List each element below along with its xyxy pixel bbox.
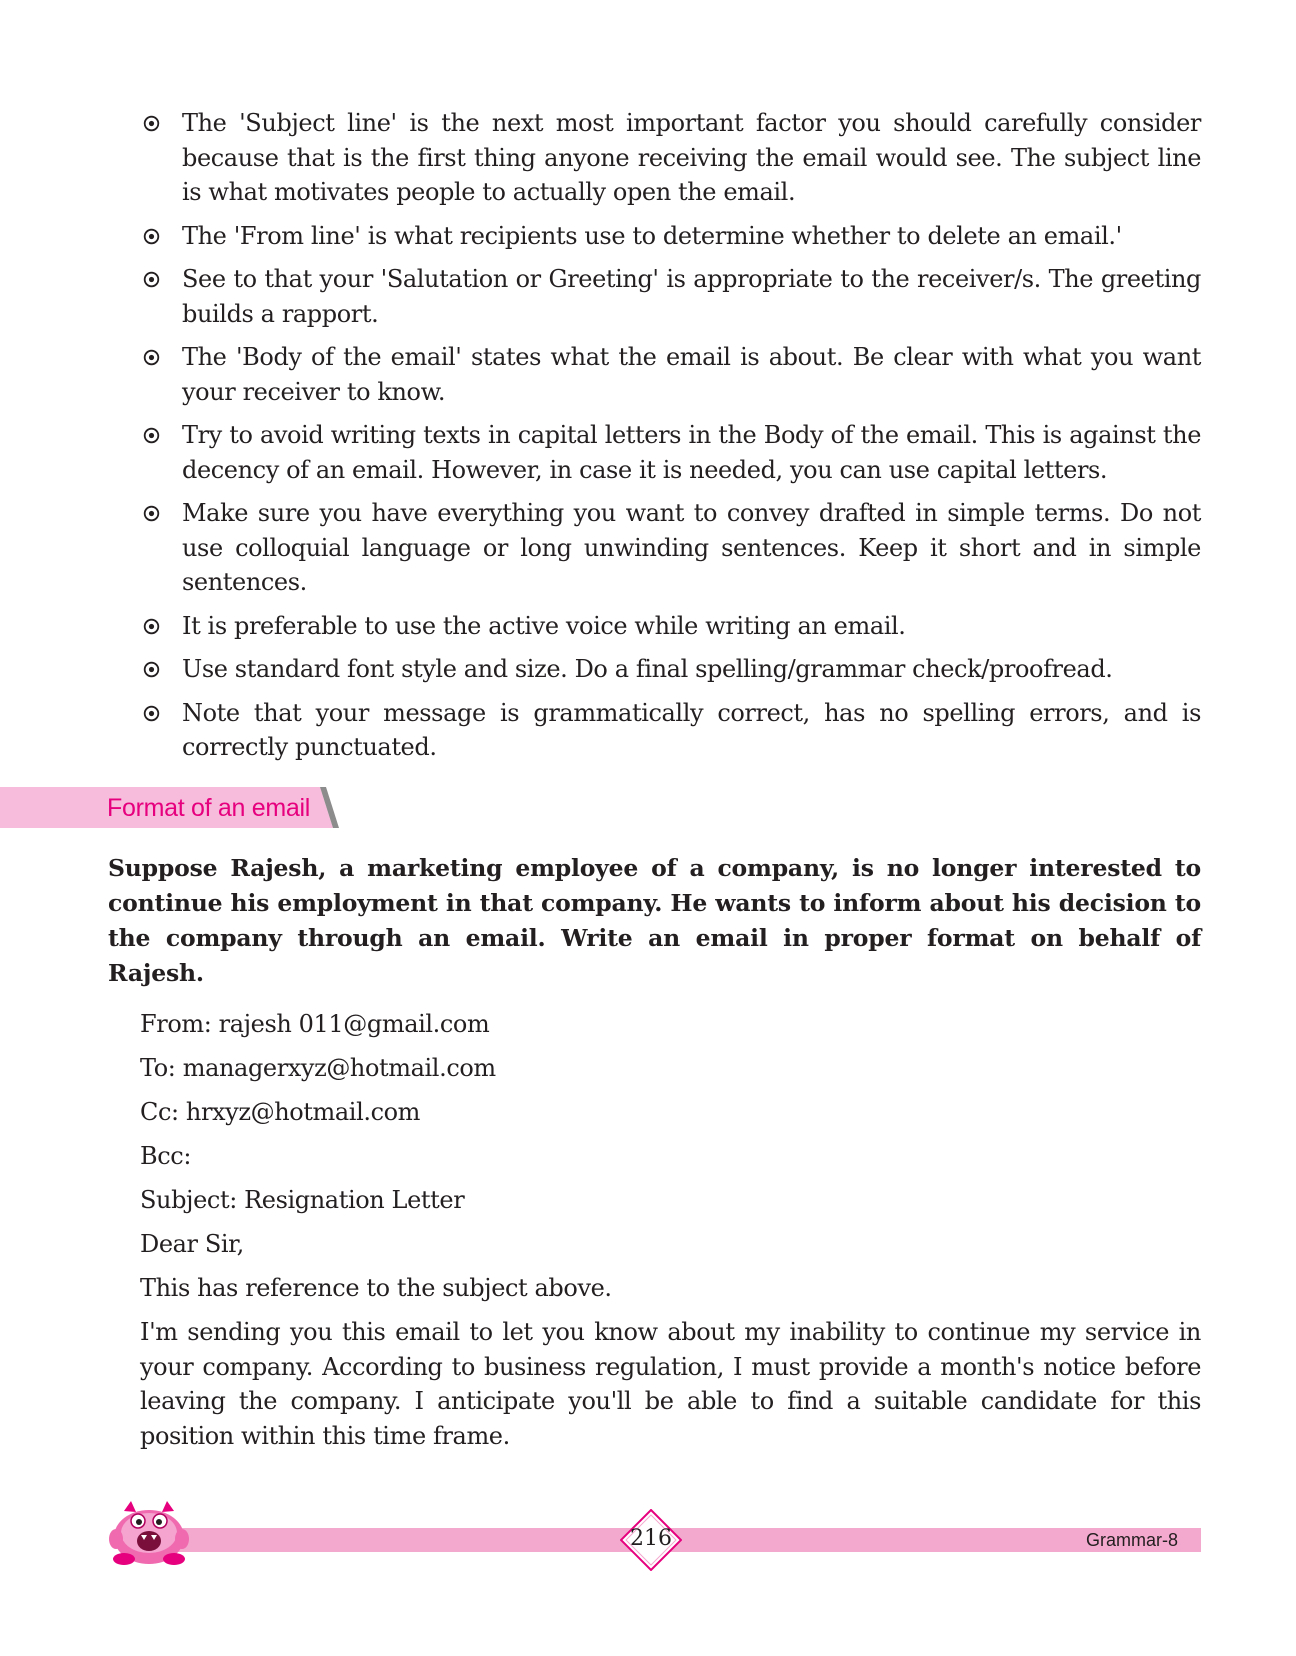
list-item — [143, 262, 1201, 331]
list-item — [143, 340, 1201, 409]
list-item-text: Use standard font style and size. Do a final spelling/grammar check/proofread. — [182, 655, 1113, 683]
email-salutation: Dear Sir, — [140, 1230, 244, 1258]
list-item — [143, 418, 1201, 487]
email-from: From: rajesh 011@gmail.com — [140, 1010, 490, 1038]
list-item — [143, 106, 1201, 210]
circled-dot-bullet-icon — [143, 271, 160, 288]
email-bcc: Bcc: — [140, 1142, 192, 1170]
list-item-text: It is preferable to use the active voice while writing an email. — [182, 611, 906, 640]
section-title: Format of an email — [107, 794, 311, 822]
circled-dot-bullet-icon — [143, 618, 160, 635]
list-item — [143, 696, 1201, 765]
list-item-text: Try to avoid writing texts in capital letters in the Body of the email. This is against the decency of an email. However, in case it is needed, you can use capital letters. — [182, 421, 1201, 484]
email-subject: Subject: Resignation Letter — [140, 1186, 465, 1214]
email-sample — [140, 1007, 1201, 1453]
circled-dot-bullet-icon — [143, 505, 160, 522]
email-cc: Cc: hrxyz@hotmail.com — [140, 1098, 421, 1126]
list-item — [143, 652, 1201, 687]
list-item-text: Make sure you have everything you want to convey drafted in simple terms. Do not use colloquial language or long unwinding sentences. Keep it short and in simple sentences. — [182, 499, 1201, 596]
tips-list — [143, 106, 1201, 774]
list-item-text: The 'From line' is what recipients use to determine whether to delete an email.' — [182, 221, 1122, 250]
list-item-text: The 'Body of the email' states what the email is about. Be clear with what you want your receiver to know. — [182, 343, 1201, 406]
question-text: Suppose Rajesh, a marketing employee of a company, is no longer interested to continue his employment in that company. He wants to inform about his decision to the company through an email. Write an email in proper format on behalf of Rajesh. — [108, 854, 1201, 987]
circled-dot-bullet-icon — [143, 705, 160, 722]
circled-dot-bullet-icon — [143, 661, 160, 678]
circled-dot-bullet-icon — [143, 115, 160, 132]
email-to: To: managerxyz@hotmail.com — [140, 1054, 496, 1082]
email-reference: This has reference to the subject above. — [140, 1274, 612, 1302]
list-item-text: The 'Subject line' is the next most important factor you should carefully consider because that is the first thing anyone receiving the email would see. The subject line is what motivates people to actually open the email. — [182, 109, 1201, 206]
list-item — [143, 609, 1201, 644]
circled-dot-bullet-icon — [143, 427, 160, 444]
list-item-text: Note that your message is grammatically correct, has no spelling errors, and is correctly punctuated. — [182, 698, 1201, 761]
email-body: I'm sending you this email to let you know about my inability to continue my service in your company. According to business regulation, I must provide a month's notice before leaving the company. I anticipate you'll be able to find a suitable candidate for this position within this time frame. — [140, 1318, 1201, 1450]
circled-dot-bullet-icon — [143, 228, 160, 245]
list-item-text: See to that your 'Salutation or Greeting' is appropriate to the receiver/s. The greeting builds a rapport. — [182, 265, 1201, 328]
circled-dot-bullet-icon — [143, 349, 160, 366]
book-title: Grammar-8 — [1085, 1530, 1178, 1550]
list-item — [143, 219, 1201, 254]
list-item — [143, 496, 1201, 600]
page-number: 216 — [630, 1526, 672, 1551]
page-number-badge — [620, 1509, 682, 1571]
pink-monster-mascot-icon — [104, 1497, 194, 1567]
